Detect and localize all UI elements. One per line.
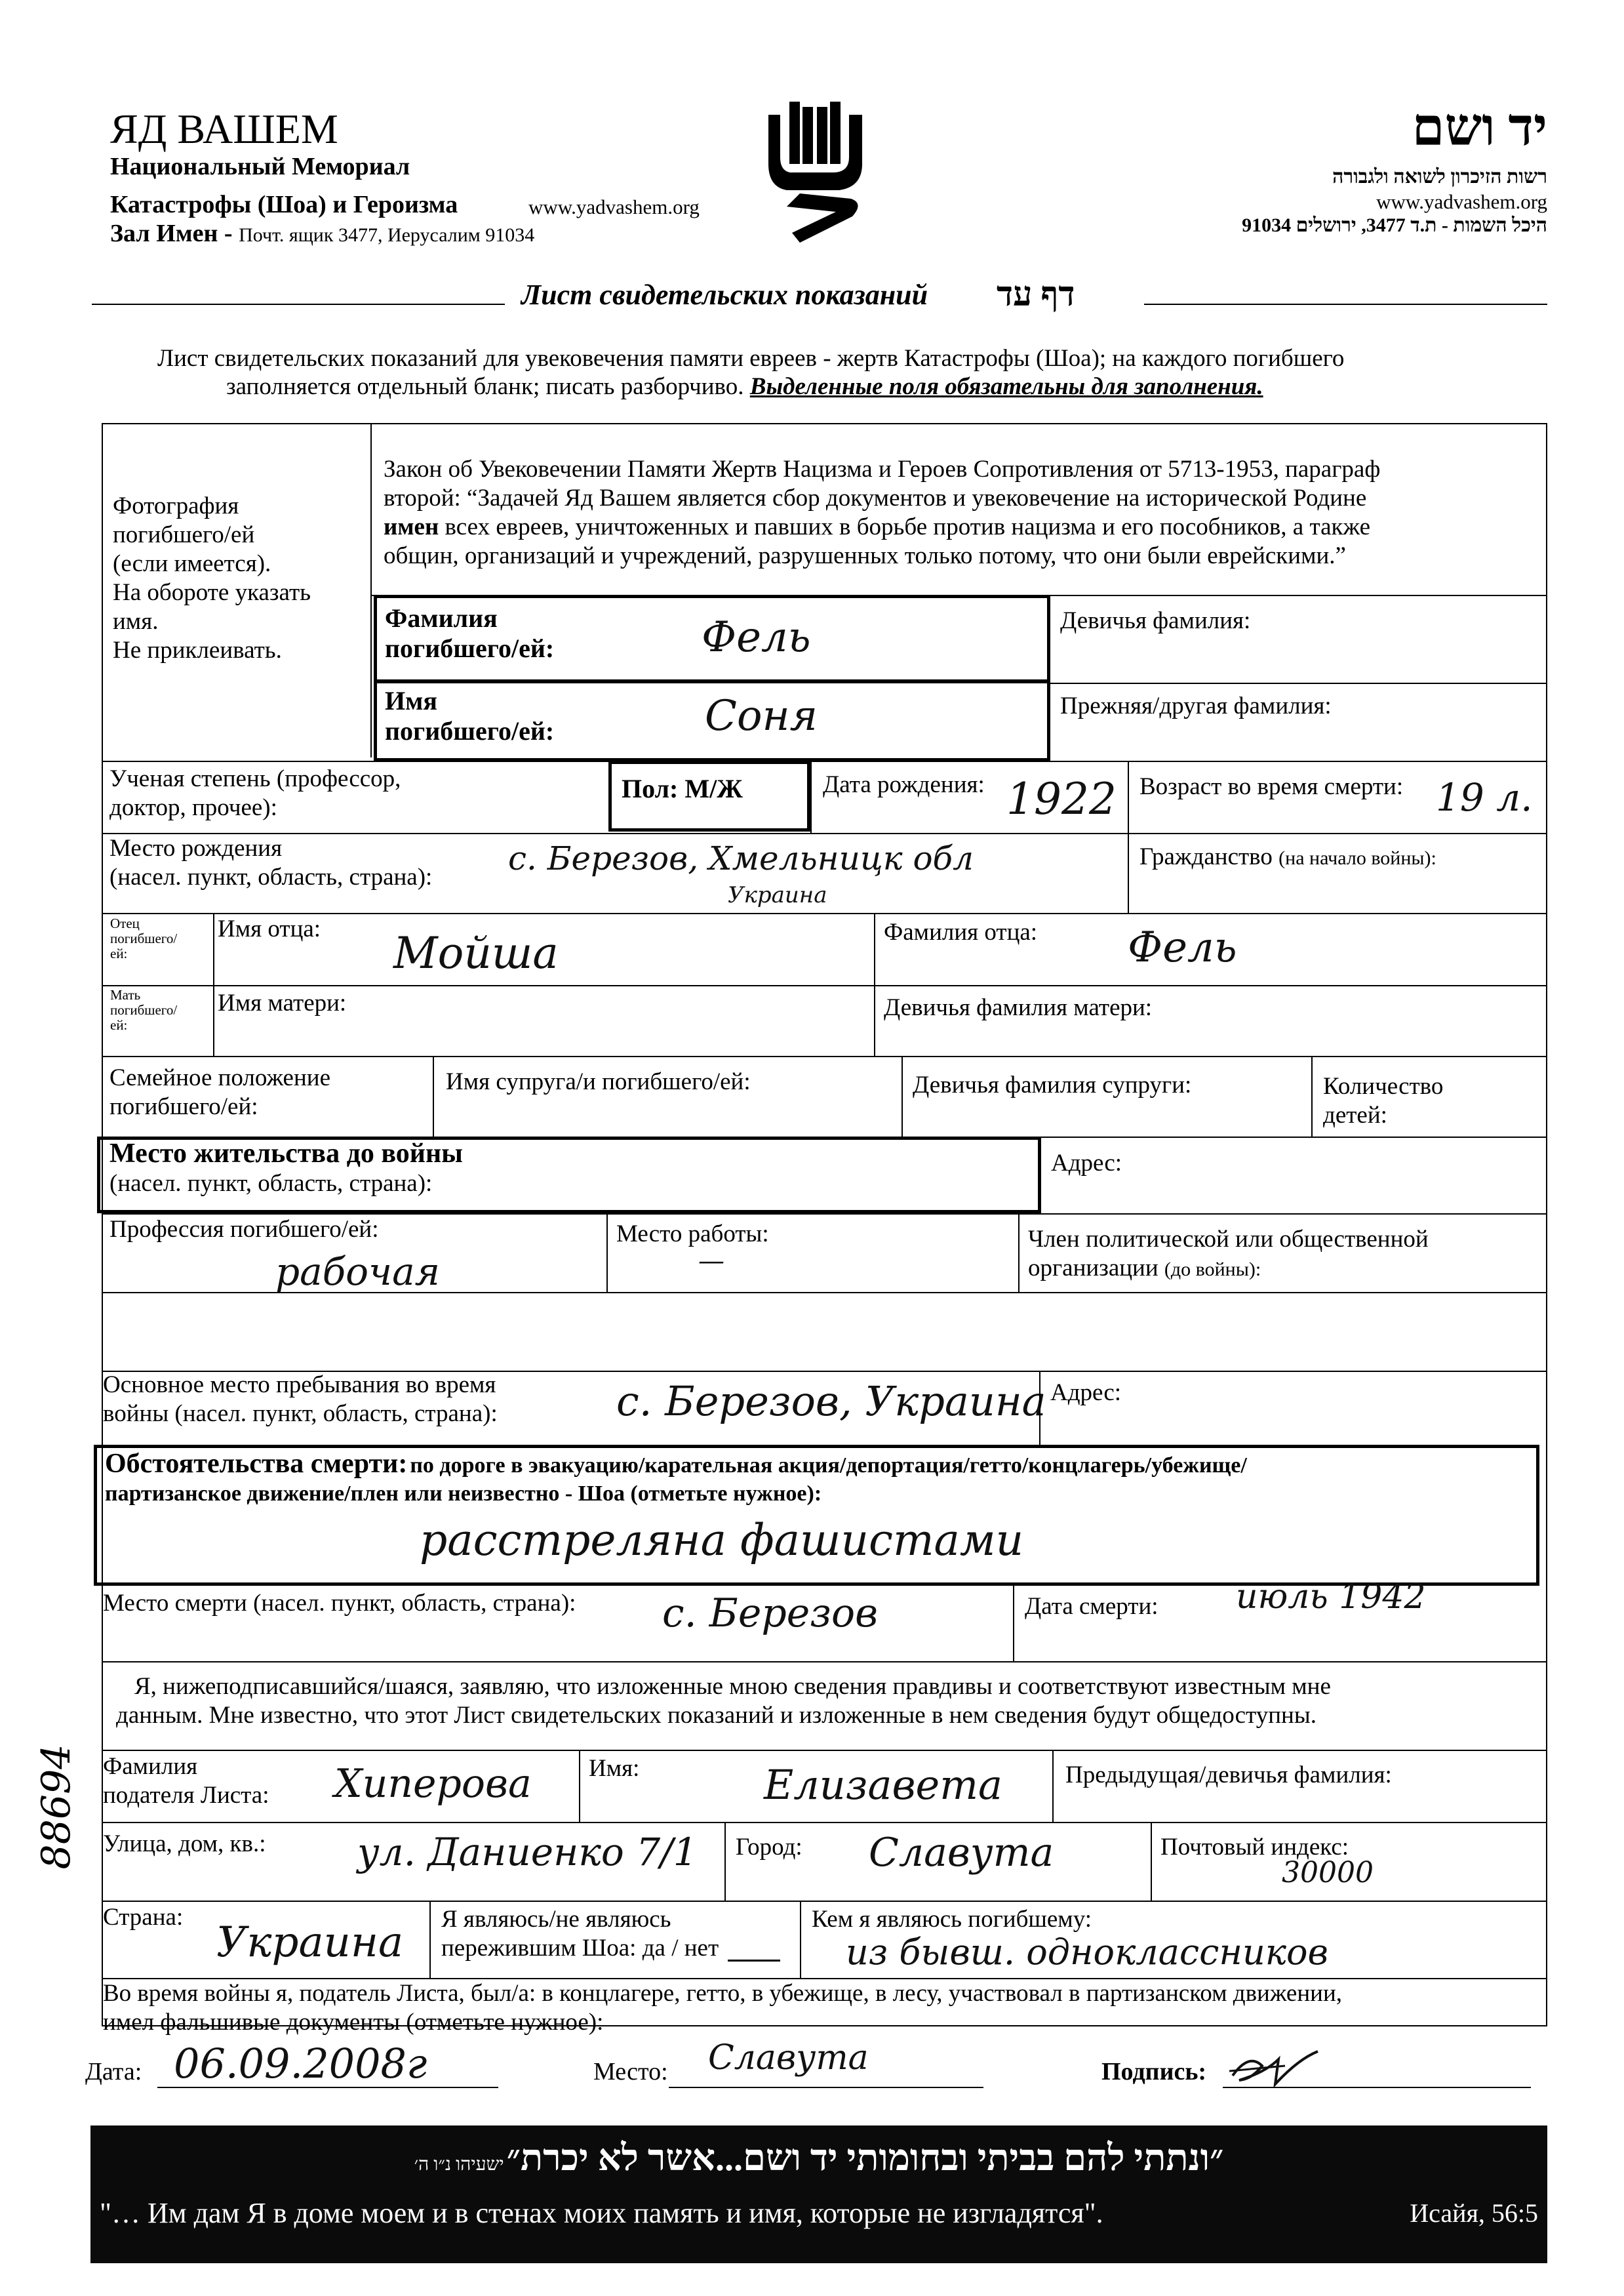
workplace-label: Место работы: [616,1220,769,1247]
victim-firstname-label [385,686,554,746]
age-label: Возраст во время смерти: [1139,773,1404,800]
cell-divider [579,1750,580,1822]
instructions-line-1: Лист свидетельских показаний для увековечения памяти евреев - жертв Катастрофы (Шоа); на каждого погибшего [157,345,1345,372]
label-line: подателя Листа: [103,1782,269,1809]
law-text [384,455,1544,571]
submitter-prev-name-label: Предыдущая/девичья фамилия: [1065,1762,1392,1788]
death-place-label: Место смерти (насел. пункт, область, страна): [103,1590,576,1617]
row-rule [102,1661,1547,1662]
photo-line: На обороте указать [113,579,311,606]
mother-side-label [110,988,177,1033]
dob-label: Дата рождения: [823,771,985,798]
submitter-name-value[interactable]: Елизавета [764,1761,1002,1809]
cell-divider [901,1056,903,1137]
signature-label: Подпись: [1101,2058,1207,2085]
father-name-label: Имя отца: [218,916,321,942]
cell-divider [810,761,812,833]
label-line: погибшего/ [110,1002,178,1018]
cell-divider [1018,1213,1020,1292]
occupation-label: Профессия погибшего/ей: [109,1216,379,1243]
cell-divider [1013,1586,1014,1661]
cell-divider [724,1822,726,1901]
date-value[interactable]: 06.09.2008г [174,2040,427,2087]
country-label: Страна: [103,1904,184,1931]
footer-quote-he: ״ונתתי להם בביתי ובחומותי יד ושם...אשר לא יכרת״ [506,2138,1224,2179]
survivor-no-underline [728,1960,780,1962]
membership-note: (до войны): [1164,1259,1261,1280]
mother-name-label: Имя матери: [218,990,347,1017]
law-names-emphasis: имен [384,514,439,540]
citizenship-note: (на начало войны): [1278,847,1436,869]
org-name-he: יד ושם [1412,99,1547,157]
row-rule [102,985,1547,986]
footer-quote-banner [90,2125,1547,2263]
father-side-label [110,916,177,961]
gender-label: Пол: М/Ж [622,774,743,803]
label-line [105,1448,1247,1480]
zip-label: Почтовый индекс: [1160,1834,1349,1861]
place-value[interactable]: Славута [708,2038,869,2078]
form-title-ru: Лист свидетельских показаний [521,279,928,311]
label-line: Член политической или общественной [1028,1226,1429,1253]
label-line: войны (насел. пункт, область, страна): [103,1400,498,1427]
victim-surname-label [385,603,554,664]
org-subtitle-ru-2: Катастрофы (Шоа) и Героизма [110,191,458,218]
footer-quote-he-ref: ישעיהו נ״ו ה׳ [414,2154,504,2175]
photo-line: (если имеется). [113,550,271,577]
photo-line: имя. [113,608,159,635]
workplace-value[interactable]: — [698,1246,724,1276]
death-circumstances-value[interactable]: расстреляна фашистами [420,1515,1024,1565]
wartime-place-label [103,1371,498,1428]
row-rule [102,1056,1547,1057]
cell-divider [429,1901,431,1978]
cell-divider [1151,1822,1152,1901]
children-label [1323,1072,1443,1130]
death-circumstances-label [105,1448,1247,1508]
submitter-signature[interactable] [1226,2046,1344,2092]
father-surname-label: Фамилия отца: [884,919,1038,946]
residence-address-label: Адрес: [1051,1150,1122,1177]
cell-divider [606,1213,608,1292]
label-line: (насел. пункт, область, страна): [109,864,433,891]
footer-quote-he-row [90,2137,1547,2179]
org-subtitle-he: רשות הזיכרון לשואה ולגבורה [1332,166,1547,188]
org-subtitle-ru-1: Национальный Мемориал [110,153,410,180]
cell-divider [1039,1371,1040,1446]
label-line: Место рождения [109,835,283,862]
degree-label [109,765,401,822]
death-place-value[interactable]: с. Березов [662,1590,879,1636]
cell-divider [874,913,875,1056]
declaration-line: данным. Мне известно, что этот Лист свидетельских показаний и изложенные в нем сведения будут общедоступны. [116,1702,1317,1729]
label-line: Имя [385,686,437,715]
declaration-line: Я, нижеподписавшийся/шаяся, заявляю, что изложенные мною сведения правдивы и соответствуют известным мне [134,1673,1331,1700]
street-label: Улица, дом, кв.: [103,1830,266,1857]
row-rule [102,761,1547,762]
occupation-value[interactable]: рабочая [275,1249,441,1294]
label-line: имел фальшивые документы (отметьте нужное): [103,2009,604,2036]
row-rule [102,1213,1547,1215]
label-line: Отец [110,916,140,931]
label-line: Основное место пребывания во время [103,1371,496,1398]
hall-of-names-address [110,219,534,250]
cell-divider [800,1901,801,1978]
photo-instructions [113,492,368,665]
label-line: доктор, прочее): [109,794,277,821]
death-options: по дороге в эвакуацию/карательная акция/депортация/гетто/концлагерь/убежище/ [410,1453,1247,1478]
form-title-he: דף עד [997,276,1075,313]
previous-name-label: Прежняя/другая фамилия: [1060,693,1332,719]
row-rule [102,913,1547,914]
label-line: Ученая степень (профессор, [109,765,401,792]
city-label: Город: [736,1834,802,1861]
submitter-surname-label [103,1752,269,1810]
footer-quote-ru-ref: Исайя, 56:5 [1410,2198,1538,2228]
death-date-label: Дата смерти: [1025,1593,1159,1620]
footer-quote-ru-row [100,2196,1538,2230]
title-rule-right [1144,304,1547,305]
membership-text: организации [1028,1255,1159,1281]
po-box-address: Почт. ящик 3477, Иерусалим 91034 [239,224,535,246]
age-value[interactable]: 19 л. [1436,775,1533,820]
record-number-stamp: 88694 [33,1744,79,1870]
label-line: погибшего/ей: [385,634,555,663]
submitter-name-label: Имя: [589,1755,640,1782]
title-rule-left [92,304,505,305]
photo-divider [370,423,372,757]
label-line: Фамилия [385,603,498,633]
label-line [1028,1254,1429,1284]
residence-label-rest: (насел. пункт, область, страна): [109,1170,433,1197]
city-value[interactable]: Славута [869,1830,1054,1876]
survivor-yes-no[interactable]: пережившим Шоа: да / нет [441,1935,719,1962]
marital-label [109,1064,330,1121]
death-options-line-2: партизанское движение/плен или неизвестно - Шоа (отметьте нужное): [105,1481,822,1506]
label-line: Семейное положение [109,1064,330,1091]
label-line: Фамилия [103,1753,198,1780]
law-line: общин, организаций и учреждений, разрушенных только потому, что они были еврейскими.” [384,542,1346,569]
submitter-wartime-label [103,1979,1342,2037]
hall-of-names-label: Зал Имен - [110,220,233,247]
photo-line: Не приклеивать. [113,637,282,664]
death-date-value[interactable]: июль 1942 [1236,1577,1426,1617]
law-line: второй: “Задачей Яд Вашем является сбор документов и увековечение на исторической Родине [384,485,1367,512]
citizenship-label [1139,843,1436,873]
label-line: ей: [110,946,128,961]
law-line-3-rest: всех евреев, уничтоженных и павших в борьбе против нацизма и его пособников, а также [445,514,1370,540]
label-line: Мать [110,987,141,1003]
wartime-address-label: Адрес: [1050,1379,1122,1406]
label-line: погибшего/ей: [385,716,555,746]
spouse-name-label: Имя супруга/и погибшего/ей: [446,1068,751,1095]
website-link-right[interactable]: www.yadvashem.org [1376,190,1547,213]
maiden-name-label: Девичья фамилия: [1060,607,1251,634]
label-line: Я являюсь/не являюсь [441,1906,671,1933]
father-name-value[interactable]: Мойша [393,928,559,978]
wartime-place-value[interactable]: с. Березов, Украина [616,1377,1046,1425]
survivor-label [441,1905,719,1963]
law-line [384,513,1544,542]
org-name-ru: ЯД ВАШЕМ [110,106,338,152]
law-line: Закон об Увековечении Памяти Жертв Нацизма и Героев Сопротивления от 5713-1953, параграф [384,456,1381,483]
residence-label-bold: Место жительства до войны [109,1138,463,1169]
side-divider [213,913,214,1056]
place-line [669,2087,983,2088]
label-line: Во время войны я, податель Листа, был/а: в концлагере, гетто, в убежище, в лесу, участвовал в партизанском движении, [103,1980,1342,2007]
relation-label: Кем я являюсь погибшему: [812,1906,1092,1933]
cell-divider [1128,761,1129,833]
mother-maiden-label: Девичья фамилия матери: [884,994,1153,1021]
cell-divider [1128,833,1129,913]
citizenship-text: Гражданство [1139,843,1273,870]
birthplace-value[interactable]: с. Березов, Хмельницк обл [508,839,974,877]
hall-of-names-he: היכל השמות - ת.ד 3477, ירושלים 91034 [1242,214,1547,236]
instructions-text: заполняется отдельный бланк; писать разборчиво. [226,373,744,400]
label-line: погибшего/ [110,931,178,946]
birthplace-value-country[interactable]: Украина [728,882,827,908]
submitter-surname-value[interactable]: Хиперова [334,1761,532,1807]
country-value[interactable]: Украина [216,1918,404,1967]
cell-divider [1052,1750,1054,1822]
label-line: детей: [1323,1102,1387,1129]
victim-firstname-value[interactable]: Соня [705,692,818,740]
website-link-left[interactable]: www.yadvashem.org [528,195,700,218]
spouse-maiden-label: Девичья фамилия супруги: [913,1072,1192,1098]
label-line: погибшего/ей: [109,1093,258,1120]
row-rule [1049,683,1547,684]
cell-divider [1311,1056,1313,1137]
footer-quote-ru: "… Им дам Я в доме моем и в стенах моих память и имя, которые не изгладятся". [100,2197,1103,2229]
instructions-line-2 [226,373,1263,401]
mandatory-fields-note: Выделенные поля обязательны для заполнения. [749,373,1263,400]
place-label: Место: [593,2058,668,2085]
dob-value[interactable]: 1922 [1006,774,1117,824]
father-surname-value[interactable]: Фель [1128,923,1237,972]
death-label-bold: Обстоятельства смерти: [105,1449,408,1479]
row-rule [102,1901,1547,1902]
label-line: Количество [1323,1073,1444,1100]
row-rule [102,1292,1547,1293]
photo-line: погибшего/ей [113,521,255,548]
victim-surname-value[interactable]: Фель [702,613,811,662]
label-line: ей: [110,1017,128,1033]
row-rule [102,1822,1547,1823]
membership-label [1028,1225,1429,1284]
cell-divider [433,1056,434,1137]
date-label: Дата: [85,2058,142,2085]
residence-label [109,1138,463,1198]
row-rule [102,1750,1547,1751]
street-value[interactable]: ул. Даниенко 7/1 [357,1830,698,1874]
birthplace-label [109,834,432,892]
yad-vashem-logo [761,95,872,252]
zip-value[interactable]: 30000 [1282,1856,1374,1889]
photo-line: Фотография [113,493,239,519]
relation-value[interactable]: из бывш. одноклассников [846,1931,1328,1973]
declaration-text [116,1672,1331,1730]
